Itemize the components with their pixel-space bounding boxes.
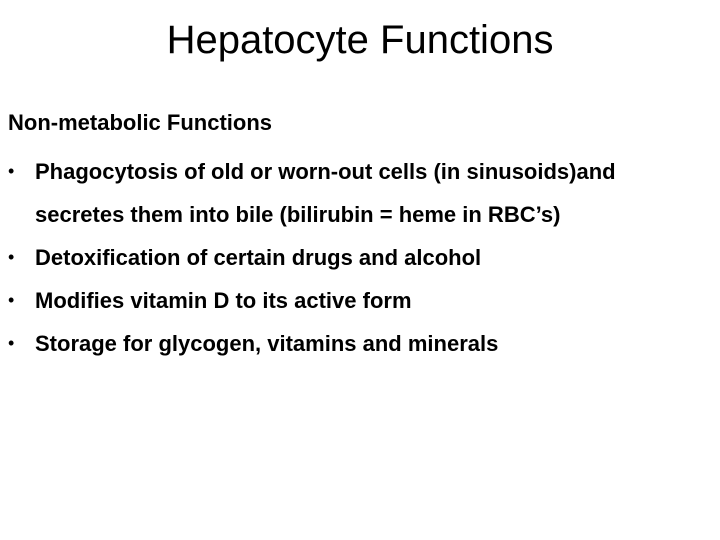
bullet-text: Phagocytosis of old or worn-out cells (in sinusoids)and secretes them into bile (bilirubin = heme in RBC’s) <box>35 159 616 227</box>
bullet-icon: • <box>8 161 15 181</box>
bullet-text: Modifies vitamin D to its active form <box>35 288 412 313</box>
bullet-icon: • <box>8 333 15 353</box>
bullet-text: Detoxification of certain drugs and alcohol <box>35 245 482 270</box>
section-heading: Non-metabolic Functions <box>8 110 272 135</box>
bullet-icon: • <box>8 247 15 267</box>
list-item <box>8 150 708 236</box>
list-item <box>8 279 708 322</box>
bullet-list <box>8 150 708 365</box>
list-item <box>8 322 708 365</box>
slide-title: Hepatocyte Functions <box>166 18 554 62</box>
list-item <box>8 236 708 279</box>
bullet-text: Storage for glycogen, vitamins and minerals <box>35 331 499 356</box>
bullet-icon: • <box>8 290 15 310</box>
